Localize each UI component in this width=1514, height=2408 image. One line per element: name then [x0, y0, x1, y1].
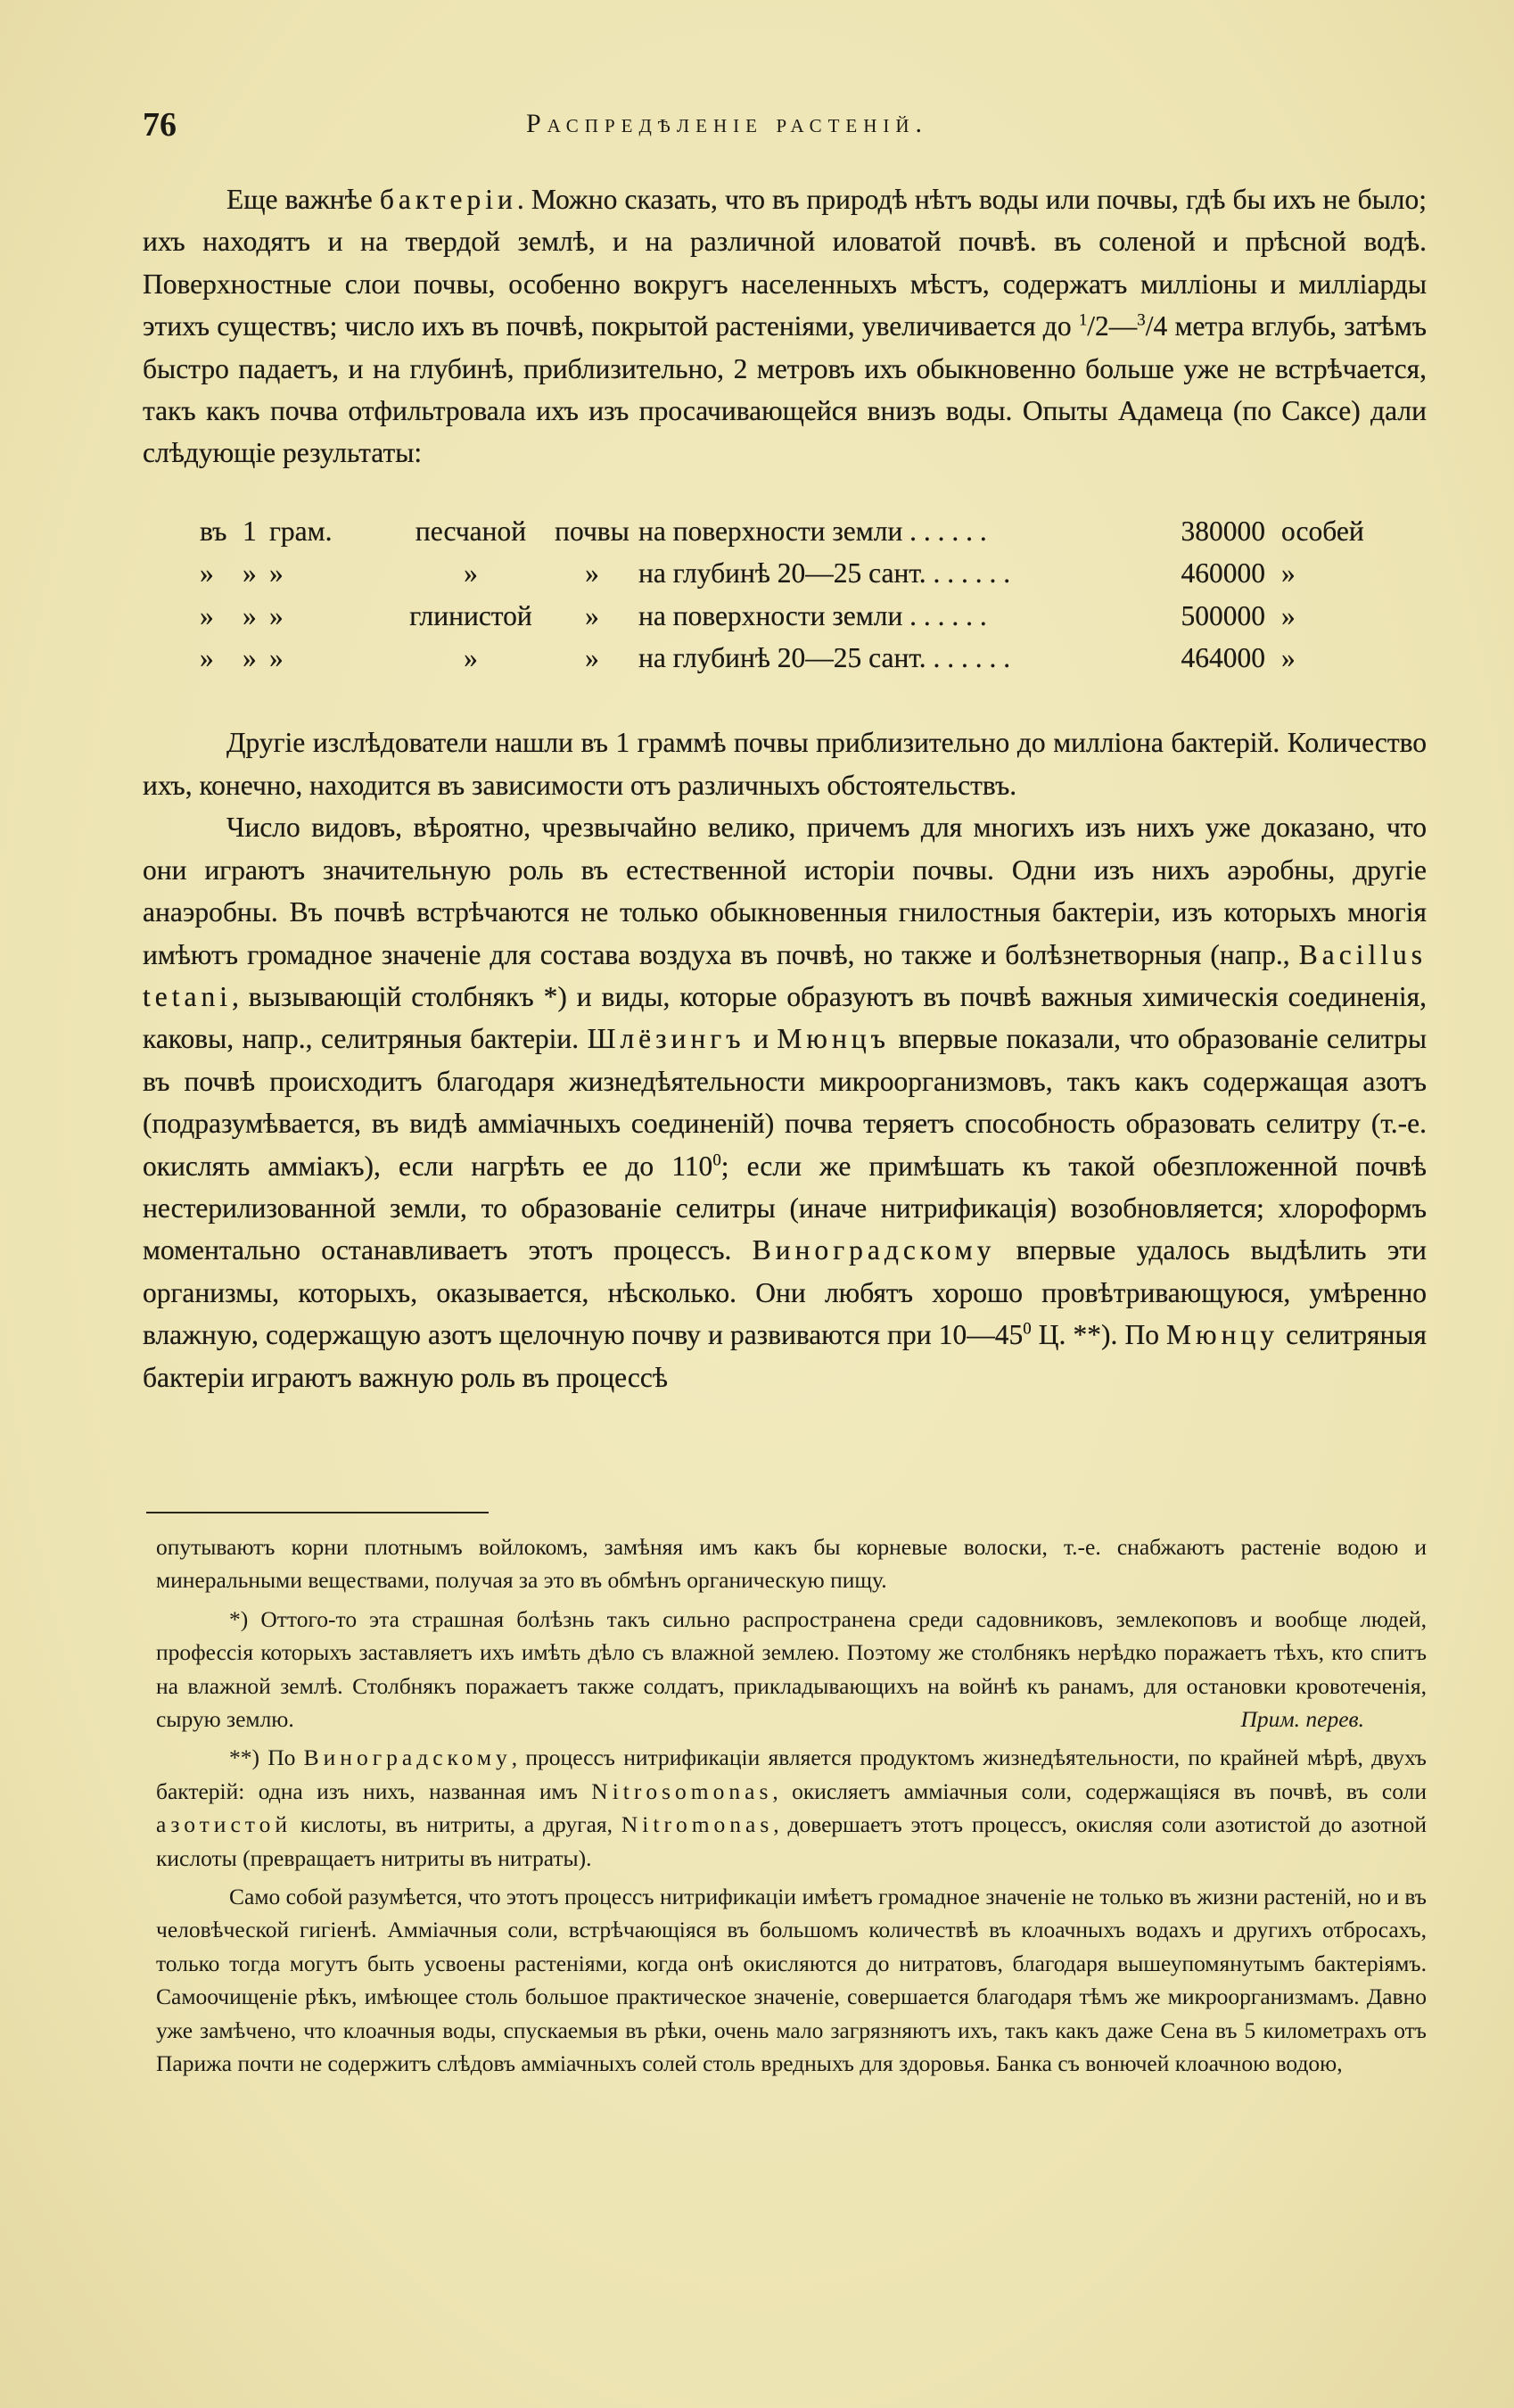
- text-run: **) По: [229, 1744, 304, 1771]
- text-run: , окисляетъ амміачныя соли, содержащіяся въ почвѣ, въ соли: [772, 1777, 1427, 1804]
- paragraph-species: [143, 806, 1427, 1398]
- footnote-separator: [146, 1512, 489, 1513]
- cell-prep: »: [200, 599, 214, 631]
- cell-prep: въ: [200, 515, 227, 547]
- cell-prep: »: [200, 642, 214, 674]
- cell-unit: »: [269, 642, 284, 674]
- footnote-1-text: *) Оттого-то эта страшная болѣзнь такъ сильно распространена среди садовниковъ, землекоповъ и вообще людей, профессія которыхъ заставляетъ ихъ имѣть дѣло съ влажной землею. Поэтому же столбнякъ нерѣдко поражаетъ тѣхъ, кто спитъ на влажной землѣ. Столбнякъ поражаетъ также солдатъ, прикладывающихъ на войнѣ къ ранамъ, для остановки кровотеченія, сырую землю.: [156, 1605, 1427, 1733]
- main-text: [143, 178, 1427, 1398]
- text-run: , процессъ нитрификаціи является продуктомъ жизнедѣятельности, по крайней мѣрѣ, двухъ бактерій: одна изъ нихъ, названная имъ: [156, 1744, 1427, 1804]
- text-run: , довершаетъ этотъ процессъ, окисляя соли азотистой до азотной кислоты (превращаетъ нитриты въ нитраты).: [156, 1811, 1428, 1871]
- cell-soil: »: [464, 642, 478, 674]
- footnote-1: [156, 1603, 1427, 1736]
- fraction-numerator: 3: [1137, 310, 1146, 330]
- cell-value: 460000: [1181, 557, 1265, 590]
- cell-num: »: [243, 642, 257, 674]
- cell-location: на глубинѣ 20—25 сант. . . . . . .: [638, 557, 1011, 590]
- intro-text: . Можно сказать, что въ природѣ нѣтъ воды или почвы, гдѣ бы ихъ не было; ихъ находятъ и на твердой землѣ, и на различной иловатой почвѣ. въ соленой и прѣсной водѣ. Поверхностные слои почвы, особенно вокругъ населенныхъ мѣстъ, содержатъ милліоны и милліарды этихъ существъ; число ихъ въ почвѣ, покрытой растеніями, увеличивается до: [143, 184, 1428, 342]
- cell-value: 500000: [1181, 599, 1265, 631]
- cell-value: 464000: [1181, 642, 1265, 674]
- cell-noun: »: [585, 599, 599, 631]
- cell-label: особей: [1281, 515, 1364, 547]
- cell-noun: »: [585, 642, 599, 674]
- species-name: Nitrosomonas: [591, 1777, 773, 1804]
- text-run: и: [745, 1023, 778, 1055]
- cell-unit: »: [269, 557, 284, 590]
- emphasis: азотистой: [156, 1811, 292, 1838]
- term-bacteria: бактеріи: [379, 184, 517, 215]
- running-title: Распредѣленіе растеній.: [526, 109, 929, 138]
- table-row: [200, 510, 1364, 552]
- table-row: [200, 595, 1364, 637]
- author-name: Мюнцу: [1166, 1319, 1279, 1351]
- table-row: [200, 637, 1364, 679]
- cell-num: »: [243, 599, 257, 631]
- author-name: Мюнцъ: [777, 1023, 890, 1055]
- degree-mark: 0: [1023, 1319, 1032, 1339]
- text-run: ; если же примѣшать къ такой обезпложенной почвѣ нестерилизованной земли, то образованіе селитры (иначе нитрификація) возобновляется; хлороформъ моментально останавливаетъ этотъ процессъ.: [143, 1150, 1427, 1266]
- cell-noun: почвы: [555, 515, 629, 547]
- footnote-2-continuation: Само собой разумѣется, что этотъ процессъ нитрификаціи имѣетъ громадное значеніе не только въ жизни растеній, но и въ человѣческой гигіенѣ. Амміачныя соли, встрѣчающіяся въ большомъ количествѣ въ клоачныхъ водахъ и другихъ отбросахъ, только тогда могутъ быть усвоены растеніями, когда онѣ окисляются до нитратовъ, благодаря вышеупомянутымъ бактеріямъ. Самоочищеніе рѣкъ, имѣющее столь большое практическое значеніе, совершается благодаря тѣмъ же микроорганизмамъ. Давно уже замѣчено, что клоачныя воды, спускаемыя въ рѣки, очень мало загрязняютъ ихъ, такъ какъ даже Сена въ 5 километрахъ отъ Парижа почти не содержитъ слѣдовъ амміачныхъ солей столь вредныхъ для здоровья. Банка съ вонючей клоачною водою,: [156, 1884, 1427, 2077]
- species-name: Nitromonas: [621, 1811, 774, 1838]
- cell-soil: песчаной: [415, 515, 527, 547]
- fraction-denominator: /4: [1145, 310, 1168, 342]
- author-name: Виноградскому: [303, 1744, 512, 1771]
- bacteria-count-table: [200, 510, 1364, 680]
- degree-mark: 0: [712, 1150, 721, 1170]
- text-run: Ц. **). По: [1031, 1319, 1167, 1351]
- text-run: Число видовъ, вѣроятно, чрезвычайно велико, причемъ для многихъ изъ нихъ уже доказано, что они играютъ значительную роль въ естественной исторіи почвы. Одни изъ нихъ аэробны, другіе анаэробны. Въ почвѣ встрѣчаются не только обыкновенныя гнилостныя бактеріи, изъ которыхъ многія имѣютъ громадное значеніе для состава воздуха въ почвѣ, но также и болѣзнетворныя (напр.,: [143, 812, 1427, 970]
- range-dash: —: [1108, 310, 1138, 342]
- footnotes: [156, 1530, 1427, 2081]
- fraction-denominator: /2: [1087, 310, 1109, 342]
- page-header: [143, 105, 1427, 150]
- cell-unit: »: [269, 599, 284, 631]
- cell-soil: глинистой: [409, 599, 532, 631]
- intro-paragraph: [143, 178, 1427, 474]
- cell-num: »: [243, 557, 257, 590]
- intro-lead: Еще важнѣе: [226, 184, 380, 215]
- cell-unit: грам.: [269, 515, 333, 547]
- fraction-numerator: 1: [1078, 310, 1088, 330]
- text-run: впервые показали, что образованіе селитры въ почвѣ происходитъ благодаря жизнедѣятельности микроорганизмовъ, такъ какъ содержащая азотъ (подразумѣвается, въ видѣ амміачныхъ соединеній) почва теряетъ способность образовать селитру (т.-е. окислять амміакъ), если нагрѣть ее до 110: [143, 1023, 1428, 1182]
- paragraph-other-researchers: Другіе изслѣдователи нашли въ 1 граммѣ почвы приблизительно до милліона бактерій. Количество ихъ, конечно, находится въ зависимости отъ различныхъ обстоятельствъ.: [143, 727, 1427, 801]
- footnote-continuation: опутываютъ корни плотнымъ войлокомъ, замѣняя имъ какъ бы корневые волоски, т.-е. снабжаютъ растеніе водою и минеральными веществами, получая за это въ обмѣнъ органическую пищу.: [156, 1534, 1427, 1594]
- cell-location: на глубинѣ 20—25 сант. . . . . . .: [638, 642, 1011, 674]
- cell-location: на поверхности земли . . . . . .: [638, 599, 987, 631]
- intro-text-continued: метра вглубь, затѣмъ быстро падаетъ, и на глубинѣ, приблизительно, 2 метровъ ихъ обыкновенно больше уже не встрѣчается, такъ какъ почва отфильтровала ихъ изъ просачивающейся внизъ воды. Опыты Адамеца (по Саксе) дали слѣдующіе результаты:: [143, 310, 1427, 469]
- text-run: селитряныя бактеріи играютъ важную роль въ процессѣ: [143, 1319, 1427, 1393]
- footnote-2: [156, 1741, 1427, 1875]
- text-run: , вызывающій столбнякъ *) и виды, которые образуютъ въ почвѣ важныя химическія соединенія, каковы, напр., селитряныя бактеріи.: [143, 980, 1427, 1055]
- text-run: впервые удалось выдѣлить эти организмы, которыхъ, оказывается, нѣсколько. Они любятъ хорошо провѣтривающуюся, умѣренно влажную, содержащую азотъ щелочную почву и развиваются при 10—45: [143, 1234, 1427, 1351]
- cell-label: »: [1281, 642, 1296, 674]
- cell-num: 1: [243, 515, 257, 547]
- species-name: Bacillus tetani: [143, 938, 1427, 1012]
- cell-label: »: [1281, 599, 1296, 631]
- translator-note: Прим. перев.: [1240, 1706, 1364, 1733]
- cell-soil: »: [464, 557, 478, 590]
- cell-prep: »: [200, 557, 214, 590]
- cell-value: 380000: [1181, 515, 1265, 547]
- author-name: Виноградскому: [752, 1234, 996, 1266]
- text-run: кислоты, въ нитриты, а другая,: [291, 1811, 621, 1838]
- cell-label: »: [1281, 557, 1296, 590]
- cell-location: на поверхности земли . . . . . .: [638, 515, 987, 547]
- page-number: 76: [143, 106, 177, 144]
- cell-noun: »: [585, 557, 599, 590]
- author-name: Шлёзингъ: [587, 1023, 745, 1055]
- table-row: [200, 552, 1364, 594]
